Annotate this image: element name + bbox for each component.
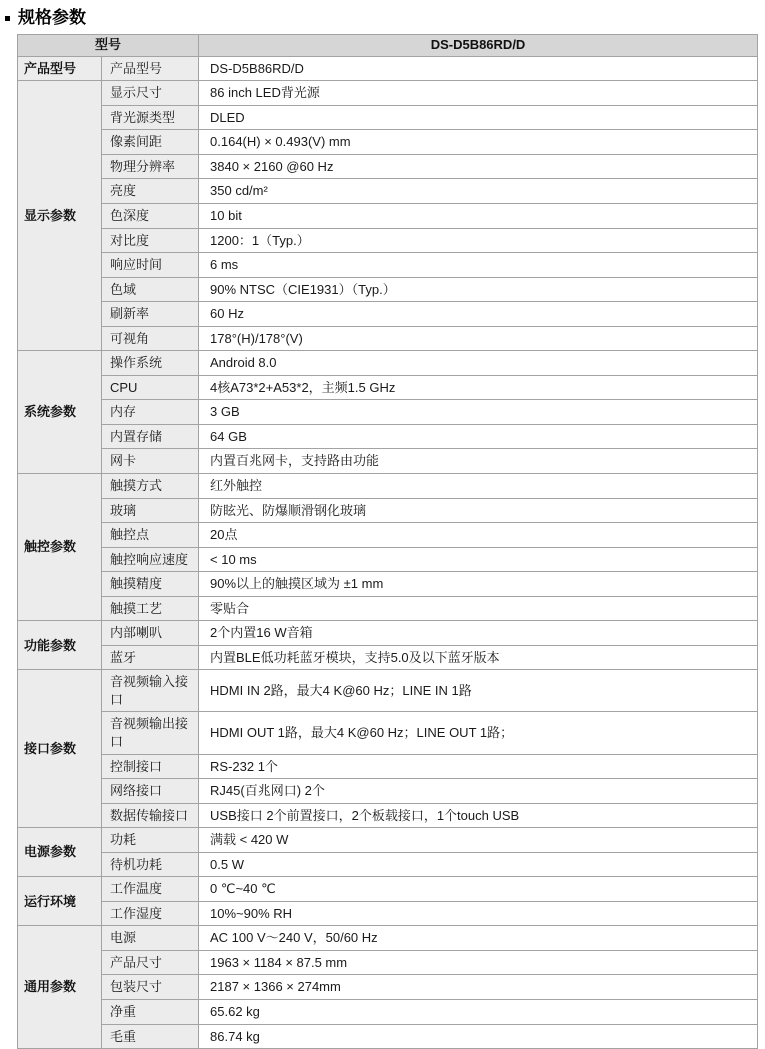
param-value-cell: 90%以上的触摸区域为 ±1 mm <box>199 572 758 597</box>
table-row <box>18 105 758 130</box>
param-value-cell: 86.74 kg <box>199 1024 758 1049</box>
param-label-cell: 内存 <box>102 400 199 425</box>
param-value-cell: 3840 × 2160 @60 Hz <box>199 154 758 179</box>
category-cell: 触控参数 <box>18 473 102 620</box>
param-label-cell: 触摸精度 <box>102 572 199 597</box>
param-value-cell: DS-D5B86RD/D <box>199 56 758 81</box>
table-row <box>18 621 758 646</box>
param-label-cell: 色域 <box>102 277 199 302</box>
param-label-cell: 触控响应速度 <box>102 547 199 572</box>
param-value-cell: 零贴合 <box>199 596 758 621</box>
param-label-cell: 内置存储 <box>102 424 199 449</box>
param-label-cell: 可视角 <box>102 326 199 351</box>
param-value-cell: 满载 < 420 W <box>199 828 758 853</box>
table-row <box>18 56 758 81</box>
spec-table <box>17 34 758 1049</box>
table-row <box>18 302 758 327</box>
param-label-cell: 工作湿度 <box>102 901 199 926</box>
param-value-cell: < 10 ms <box>199 547 758 572</box>
table-row <box>18 81 758 106</box>
param-value-cell: HDMI OUT 1路，最大4 K@60 Hz；LINE OUT 1路； <box>199 712 758 754</box>
param-value-cell: 0.5 W <box>199 852 758 877</box>
param-value-cell: AC 100 V～240 V，50/60 Hz <box>199 926 758 951</box>
table-row <box>18 228 758 253</box>
param-label-cell: 玻璃 <box>102 498 199 523</box>
table-row <box>18 572 758 597</box>
category-cell: 功能参数 <box>18 621 102 670</box>
table-row <box>18 424 758 449</box>
table-row <box>18 277 758 302</box>
param-value-cell: 60 Hz <box>199 302 758 327</box>
page-title: 规格参数 <box>18 8 86 27</box>
table-row <box>18 670 758 712</box>
param-value-cell: 10 bit <box>199 203 758 228</box>
table-row <box>18 779 758 804</box>
param-value-cell: 2187 × 1366 × 274mm <box>199 975 758 1000</box>
param-value-cell: 1200：1（Typ.） <box>199 228 758 253</box>
param-label-cell: 工作温度 <box>102 877 199 902</box>
table-row <box>18 1024 758 1049</box>
category-cell: 通用参数 <box>18 926 102 1049</box>
param-label-cell: 内部喇叭 <box>102 621 199 646</box>
table-row <box>18 203 758 228</box>
param-label-cell: 背光源类型 <box>102 105 199 130</box>
category-cell: 系统参数 <box>18 351 102 474</box>
param-value-cell: 350 cd/m² <box>199 179 758 204</box>
param-label-cell: 显示尺寸 <box>102 81 199 106</box>
table-row <box>18 926 758 951</box>
spec-table-body <box>18 56 758 1048</box>
param-label-cell: 刷新率 <box>102 302 199 327</box>
param-label-cell: 操作系统 <box>102 351 199 376</box>
param-value-cell: 防眩光、防爆顺滑钢化玻璃 <box>199 498 758 523</box>
param-value-cell: 90% NTSC（CIE1931）（Typ.） <box>199 277 758 302</box>
header-model-value: DS-D5B86RD/D <box>199 34 758 56</box>
param-value-cell: USB接口 2个前置接口，2个板载接口，1个touch USB <box>199 803 758 828</box>
param-label-cell: 蓝牙 <box>102 645 199 670</box>
param-label-cell: 触摸工艺 <box>102 596 199 621</box>
param-value-cell: Android 8.0 <box>199 351 758 376</box>
table-row <box>18 253 758 278</box>
param-value-cell: 64 GB <box>199 424 758 449</box>
param-label-cell: 触控点 <box>102 523 199 548</box>
table-row <box>18 803 758 828</box>
param-label-cell: CPU <box>102 375 199 400</box>
param-value-cell: 2个内置16 W音箱 <box>199 621 758 646</box>
param-label-cell: 亮度 <box>102 179 199 204</box>
param-value-cell: 1963 × 1184 × 87.5 mm <box>199 950 758 975</box>
table-row <box>18 596 758 621</box>
table-row <box>18 523 758 548</box>
table-row <box>18 975 758 1000</box>
table-header-row <box>18 34 758 56</box>
param-value-cell: RJ45(百兆网口) 2个 <box>199 779 758 804</box>
table-row <box>18 547 758 572</box>
section-title <box>0 0 765 34</box>
param-label-cell: 音视频输入接口 <box>102 670 199 712</box>
param-value-cell: 内置百兆网卡，支持路由功能 <box>199 449 758 474</box>
param-value-cell: 10%~90% RH <box>199 901 758 926</box>
category-cell: 电源参数 <box>18 828 102 877</box>
param-value-cell: 红外触控 <box>199 473 758 498</box>
category-cell: 产品型号 <box>18 56 102 81</box>
table-row <box>18 130 758 155</box>
table-row <box>18 351 758 376</box>
table-row <box>18 645 758 670</box>
param-label-cell: 电源 <box>102 926 199 951</box>
param-label-cell: 数据传输接口 <box>102 803 199 828</box>
param-label-cell: 产品尺寸 <box>102 950 199 975</box>
param-value-cell: 65.62 kg <box>199 1000 758 1025</box>
param-label-cell: 包装尺寸 <box>102 975 199 1000</box>
param-label-cell: 网络接口 <box>102 779 199 804</box>
param-value-cell: 86 inch LED背光源 <box>199 81 758 106</box>
param-label-cell: 网卡 <box>102 449 199 474</box>
param-value-cell: 4核A73*2+A53*2，主频1.5 GHz <box>199 375 758 400</box>
param-label-cell: 毛重 <box>102 1024 199 1049</box>
table-row <box>18 754 758 779</box>
table-row <box>18 375 758 400</box>
table-row <box>18 712 758 754</box>
param-label-cell: 物理分辨率 <box>102 154 199 179</box>
param-label-cell: 响应时间 <box>102 253 199 278</box>
table-row <box>18 154 758 179</box>
param-label-cell: 净重 <box>102 1000 199 1025</box>
param-label-cell: 对比度 <box>102 228 199 253</box>
category-cell: 运行环境 <box>18 877 102 926</box>
param-label-cell: 待机功耗 <box>102 852 199 877</box>
header-model-label: 型号 <box>18 34 199 56</box>
param-value-cell: 178°(H)/178°(V) <box>199 326 758 351</box>
param-value-cell: DLED <box>199 105 758 130</box>
param-label-cell: 控制接口 <box>102 754 199 779</box>
table-row <box>18 901 758 926</box>
table-row <box>18 877 758 902</box>
param-value-cell: RS-232 1个 <box>199 754 758 779</box>
param-value-cell: 内置BLE低功耗蓝牙模块，支持5.0及以下蓝牙版本 <box>199 645 758 670</box>
param-value-cell: 0.164(H) × 0.493(V) mm <box>199 130 758 155</box>
param-value-cell: HDMI IN 2路，最大4 K@60 Hz；LINE IN 1路 <box>199 670 758 712</box>
param-label-cell: 像素间距 <box>102 130 199 155</box>
param-value-cell: 0 ℃~40 ℃ <box>199 877 758 902</box>
table-row <box>18 449 758 474</box>
table-row <box>18 852 758 877</box>
bullet-icon <box>5 16 10 21</box>
param-value-cell: 3 GB <box>199 400 758 425</box>
param-label-cell: 触摸方式 <box>102 473 199 498</box>
category-cell: 显示参数 <box>18 81 102 351</box>
param-label-cell: 产品型号 <box>102 56 199 81</box>
table-row <box>18 400 758 425</box>
param-label-cell: 色深度 <box>102 203 199 228</box>
table-row <box>18 1000 758 1025</box>
table-row <box>18 326 758 351</box>
table-row <box>18 473 758 498</box>
category-cell: 接口参数 <box>18 670 102 828</box>
param-label-cell: 音视频输出接口 <box>102 712 199 754</box>
table-row <box>18 498 758 523</box>
param-label-cell: 功耗 <box>102 828 199 853</box>
param-value-cell: 20点 <box>199 523 758 548</box>
table-row <box>18 179 758 204</box>
table-row <box>18 950 758 975</box>
param-value-cell: 6 ms <box>199 253 758 278</box>
table-row <box>18 828 758 853</box>
